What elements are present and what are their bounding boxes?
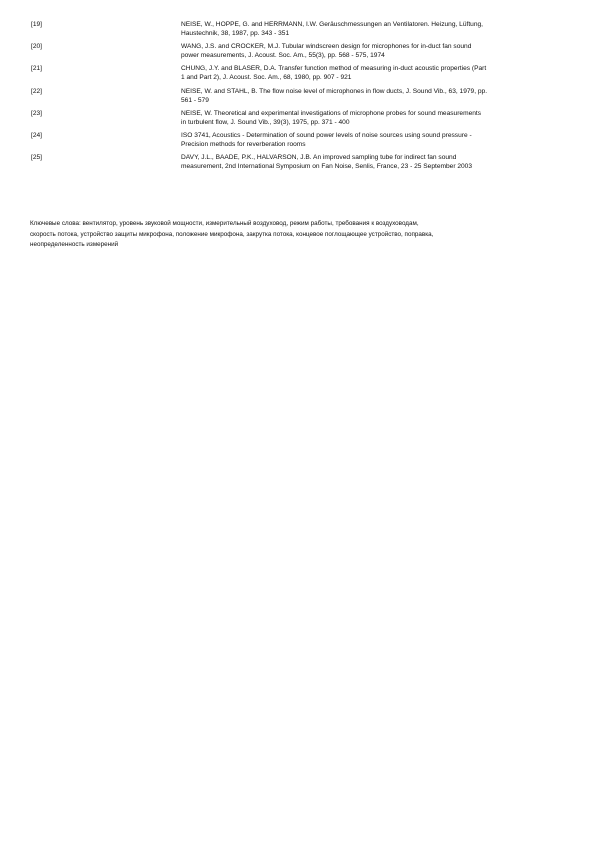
reference-number: [22]: [31, 87, 42, 95]
reference-item: [31, 131, 571, 149]
reference-line: measurement, 2nd International Symposium on Fan Noise, Senlis, France, 23 - 25 September 2003: [181, 163, 473, 171]
reference-line: 1 and Part 2), J. Acoust. Soc. Am., 68, 1980, pp. 907 - 921: [181, 74, 352, 82]
reference-text: [181, 153, 565, 171]
reference-line: NEISE, W., HOPPE, G. and HERRMANN, I.W. Geräuschmessungen an Ventilatoren. Heizung, Lüftung,: [181, 21, 483, 28]
reference-line: ISO 3741, Acoustics - Determination of sound power levels of noise sources using sound pressure -: [181, 131, 472, 139]
reference-number: [23]: [31, 109, 42, 117]
reference-text: [181, 42, 565, 60]
reference-item: [31, 153, 571, 171]
reference-number: [24]: [31, 131, 42, 139]
reference-text: [181, 87, 565, 105]
reference-text: [181, 109, 565, 127]
reference-item: [31, 87, 571, 105]
reference-item: [31, 42, 571, 60]
keywords-line: скорость потока, устройство защиты микрофона, положение микрофона, закрутка потока, концевое поглощающее устройство, поправка,: [30, 230, 434, 238]
reference-line: WANG, J.S. and CROCKER, M.J. Tubular windscreen design for microphones for in-duct fan sound: [181, 43, 472, 51]
keywords-line: неопределенность измерений: [30, 241, 119, 248]
keywords-line: Ключевые слова: вентилятор, уровень звуковой мощности, измерительный воздуховод, режим работы, требования к воздуховодам,: [30, 220, 419, 227]
reference-line: NEISE, W. Theoretical and experimental investigations of microphone probes for sound measurements: [181, 109, 482, 117]
reference-item: [31, 20, 571, 38]
reference-line: in turbulent flow, J. Sound Vib., 39(3), 1975, pp. 371 - 400: [181, 118, 350, 126]
keywords-block: [30, 219, 570, 251]
reference-line: Haustechnik, 38, 1987, pp. 343 - 351: [181, 30, 290, 38]
reference-item: [31, 109, 571, 127]
reference-line: Precision methods for reverberation rooms: [181, 141, 306, 149]
reference-number: [20]: [31, 43, 42, 51]
reference-item: [31, 64, 571, 82]
reference-text: [181, 131, 565, 149]
reference-text: [181, 64, 565, 82]
reference-line: 561 - 579: [181, 96, 209, 104]
reference-line: power measurements, J. Acoust. Soc. Am., 55(3), pp. 568 - 575, 1974: [181, 52, 385, 60]
reference-line: NEISE, W. and STAHL, B. The flow noise level of microphones in flow ducts, J. Sound Vib., 63, 1979, pp.: [181, 87, 488, 95]
reference-line: CHUNG, J.Y. and BLASER, D.A. Transfer function method of measuring in-duct acoustic properties (Part: [181, 65, 487, 73]
reference-line: DAVY, J.L., BAADE, P.K., HALVARSON, J.B. An improved sampling tube for indirect fan sound: [181, 154, 457, 162]
references-list: [31, 20, 571, 171]
reference-number: [19]: [31, 21, 42, 28]
reference-text: [181, 20, 565, 38]
reference-number: [21]: [31, 65, 42, 73]
reference-number: [25]: [31, 154, 42, 162]
